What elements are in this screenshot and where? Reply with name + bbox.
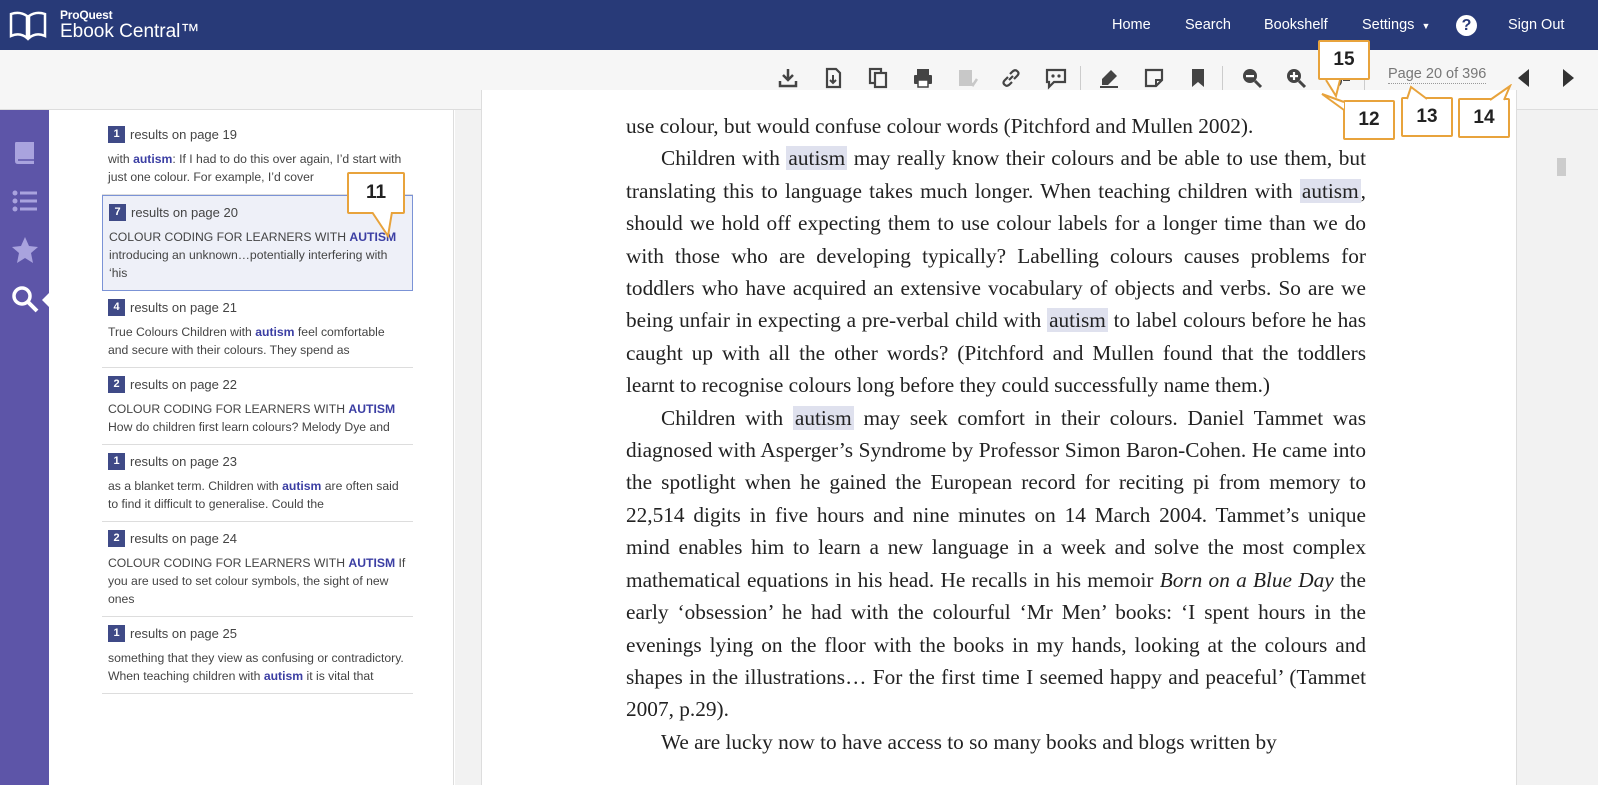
nav-search[interactable]: Search [1185, 17, 1231, 33]
nav-bookshelf[interactable]: Bookshelf [1264, 17, 1328, 33]
result-page-label: results on page 19 [130, 127, 237, 142]
page-text-run: may really know their colours and be able to use them, but translating this to language takes much longer. When teaching children with [626, 146, 1366, 203]
toolbar-divider [1080, 66, 1081, 92]
nav-settings-label: Settings [1362, 17, 1415, 33]
result-snippet [109, 228, 406, 282]
snippet-text: : If I had to do this over again, I’d start with just one colour. For example, I’d cover [108, 152, 402, 184]
result-page-label: results on page 24 [130, 531, 237, 546]
italic-title: Born on a Blue Day [1159, 567, 1334, 592]
page-paragraph [626, 110, 1366, 142]
result-page-label: results on page 20 [131, 205, 238, 220]
callout-13 [1401, 97, 1453, 137]
snippet-text: COLOUR CODING FOR LEARNERS WITH [108, 402, 349, 416]
result-header [108, 376, 407, 393]
search-term-highlight: autism [1049, 308, 1106, 333]
page-text-run: Children with [661, 146, 787, 171]
callout-11 [347, 172, 405, 214]
search-term-highlight: autism [788, 146, 846, 171]
snippet-text: feel comfortable and secure with their colours. They spend as [108, 325, 385, 357]
page-text-run: to label colours before he has caught up with all the other words? (Pitchford and Mullen found that the toddlers learnt to recognise colours long before they could successfully name them.) [626, 308, 1366, 398]
result-page-label: results on page 23 [130, 454, 237, 469]
page-text-run: Children with [661, 405, 793, 430]
result-snippet [108, 400, 407, 436]
page-paragraph [626, 726, 1366, 758]
snippet-text: True Colours Children with [108, 325, 256, 339]
snippet-highlight: autism [133, 152, 173, 166]
star-icon[interactable] [10, 235, 40, 265]
result-snippet [108, 477, 407, 513]
callout-13-tail [1403, 85, 1433, 101]
snippet-highlight: AUTISM [348, 402, 396, 416]
reader-scroll-thumb[interactable] [1557, 158, 1566, 176]
callout-12-label: 12 [1358, 109, 1380, 130]
snippet-text: it is vital that [303, 669, 374, 683]
next-page-icon[interactable] [1556, 66, 1580, 90]
search-term-highlight: autism [794, 405, 852, 430]
help-icon[interactable]: ? [1456, 15, 1477, 36]
page-text-run: the early ‘obsession’ he had with the colourful ‘Mr Men’ books: ‘I spent hours in the evenings lying on the floor with the books in my hands, looking at the colours and shapes in the illustrations… For the first time I seemed happy and peaceful’ (Tammet 2007, p.29). [626, 567, 1366, 722]
result-count-badge: 1 [108, 625, 125, 642]
note-icon[interactable] [1142, 66, 1166, 90]
callout-14 [1458, 98, 1510, 138]
callout-14-label: 14 [1473, 107, 1495, 128]
snippet-text: If you are used to set colour symbols, the sight of new ones [108, 556, 406, 606]
chevron-down-icon: ▼ [1421, 21, 1431, 31]
result-snippet [108, 554, 407, 608]
result-page-label: results on page 21 [130, 300, 237, 315]
snippet-text: COLOUR CODING FOR LEARNERS WITH [108, 556, 349, 570]
search-icon[interactable] [10, 284, 40, 314]
snippet-text: with [108, 152, 134, 166]
zoom-out-icon[interactable] [1240, 66, 1264, 90]
comment-icon[interactable] [1044, 66, 1068, 90]
link-icon[interactable] [999, 66, 1023, 90]
search-result-item[interactable] [102, 617, 413, 694]
snippet-text: are often said to find it difficult to generalise. Could the [108, 479, 399, 511]
share-disabled-icon [955, 66, 979, 90]
callout-15-label: 15 [1333, 49, 1355, 70]
download-icon[interactable] [776, 66, 800, 90]
result-header [108, 625, 407, 642]
print-icon[interactable] [911, 66, 935, 90]
search-term-highlight: autism [1301, 178, 1359, 203]
snippet-highlight: AUTISM [348, 556, 396, 570]
book-page [481, 90, 1517, 785]
toolbar-divider [1222, 66, 1223, 92]
result-header [108, 126, 407, 143]
snippet-text: How do children first learn colours? Melody Dye and [108, 420, 390, 434]
result-count-badge: 4 [108, 299, 125, 316]
reader-area [455, 110, 1598, 785]
nav-home[interactable]: Home [1112, 17, 1151, 33]
search-result-item[interactable] [102, 368, 413, 445]
brand-company: ProQuest [60, 8, 113, 22]
result-snippet [108, 649, 407, 685]
search-result-item[interactable] [102, 522, 413, 617]
page-paragraph [626, 142, 1366, 401]
result-count-badge: 2 [108, 530, 125, 547]
snippet-highlight: autism [263, 669, 304, 683]
search-result-item[interactable] [102, 445, 413, 522]
page-indicator[interactable]: Page 20 of 396 [1388, 66, 1487, 82]
zoom-in-icon[interactable] [1284, 66, 1308, 90]
page-text-run: use colour, but would confuse colour words (Pitchford and Mullen 2002). [626, 114, 1254, 138]
result-header [108, 453, 407, 470]
snippet-highlight: AUTISM [349, 230, 397, 244]
result-header [108, 530, 407, 547]
result-snippet [108, 323, 407, 359]
snippet-highlight: autism [255, 325, 295, 339]
snippet-text: as a blanket term. Children with [108, 479, 283, 493]
table-of-contents-icon[interactable] [10, 186, 40, 216]
callout-15-tail [1320, 78, 1346, 98]
callout-11-tail [370, 212, 400, 238]
reader-scrollbar[interactable] [1555, 110, 1568, 785]
nav-settings[interactable] [1362, 0, 1430, 50]
side-rail [0, 110, 49, 785]
highlight-icon[interactable] [1097, 66, 1121, 90]
result-count-badge: 1 [108, 126, 125, 143]
page-text [626, 110, 1366, 758]
snippet-highlight: autism [282, 479, 322, 493]
bookmark-icon[interactable] [1186, 66, 1210, 90]
callout-15 [1318, 40, 1370, 80]
snippet-text: introducing an unknown…potentially interfering with ‘his [109, 248, 388, 280]
result-count-badge: 7 [109, 204, 126, 221]
snippet-text: something that they view as confusing or contradictory. When teaching children with [108, 651, 404, 683]
callout-14-tail [1486, 84, 1514, 102]
copy-icon[interactable] [866, 66, 890, 90]
result-page-label: results on page 25 [130, 626, 237, 641]
book-icon[interactable] [10, 138, 40, 168]
page-paragraph [626, 402, 1366, 726]
chapter-download-icon[interactable] [821, 66, 845, 90]
nav-sign-out[interactable]: Sign Out [1508, 17, 1565, 33]
page-text-run: may seek comfort in their colours. Daniel Tammet was diagnosed with Asperger’s Syndrome by Professor Simon Baron-Cohen. He came into the spotlight when he gained the European record for reciting pi from memory to 22,514 digits in five hours and nine minutes on 14 March 2004. Tammet’s unique mind enables him to learn a new language in a week and solve the most complex mathematical equations in his head. He recalls in his memoir [626, 405, 1366, 592]
result-count-badge: 2 [108, 376, 125, 393]
page-text-run: We are lucky now to have access to so many books and blogs written by [661, 729, 1277, 754]
previous-page-icon[interactable] [1512, 66, 1536, 90]
brand-product: Ebook Central™ [60, 21, 200, 42]
snippet-text: COLOUR CODING FOR LEARNERS WITH [109, 230, 350, 244]
open-book-logo-icon[interactable] [8, 8, 48, 42]
search-result-item[interactable] [102, 291, 413, 368]
callout-11-label: 11 [365, 182, 387, 203]
result-count-badge: 1 [108, 453, 125, 470]
result-header [108, 299, 407, 316]
page-text-run: , should we hold off expecting them to use colour labels for a longer time than we do with those who are developing typically? Labelling colours causes problems for toddlers who have acquired an extensive vocabulary of objects and verbs. So are we being unfair in expecting a pre-verbal child with [626, 178, 1366, 333]
callout-13-label: 13 [1416, 106, 1438, 127]
result-page-label: results on page 22 [130, 377, 237, 392]
